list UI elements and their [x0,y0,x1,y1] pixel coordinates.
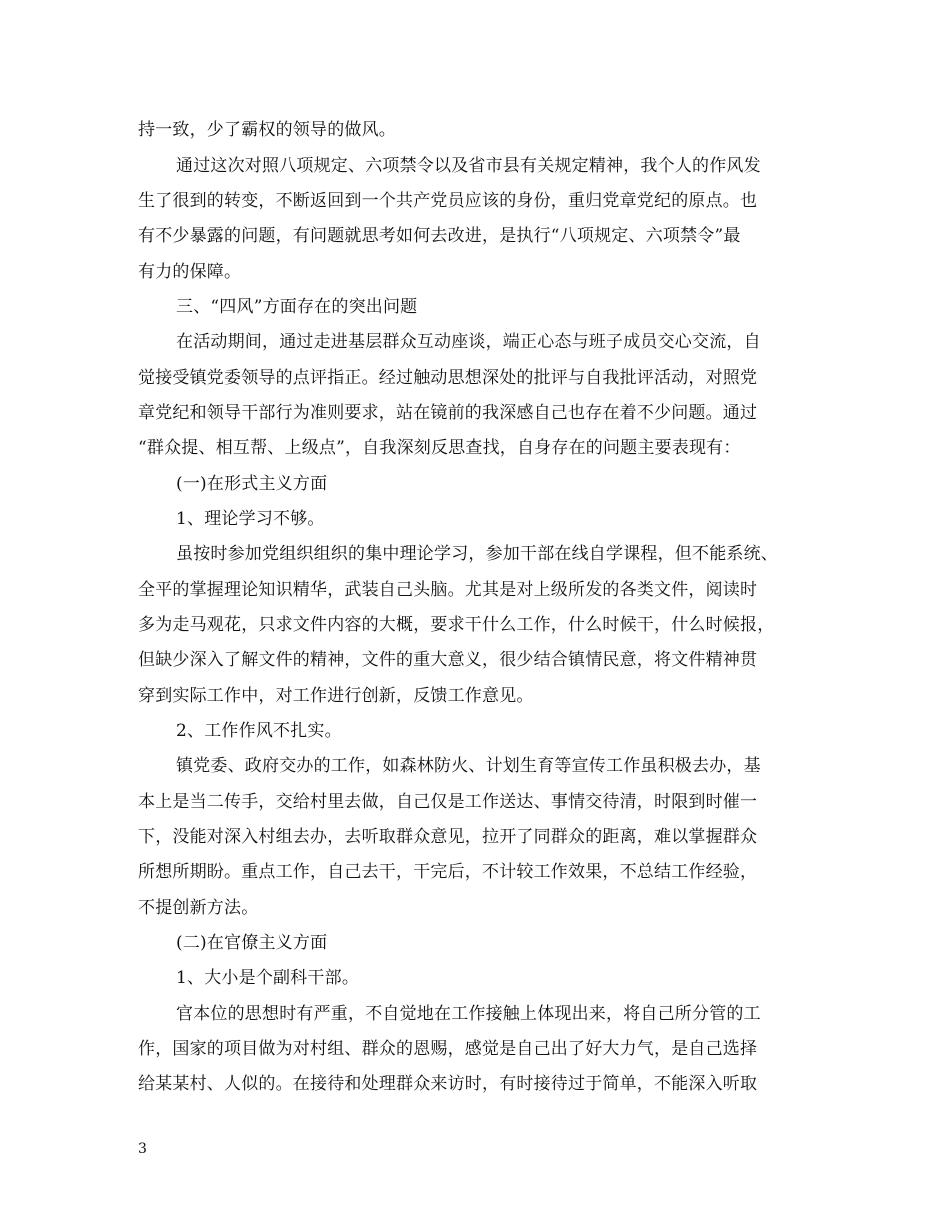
item-deputy-cadre: 1、大小是个副科干部。 [176,968,360,988]
text-line-13: 虽按时参加党组织组织的集中理论学习，参加干部在线自学课程，但不能系统、 [176,544,778,564]
text-line-16: 但缺少深入了解文件的精神，文件的重大意义，很少结合镇情民意，将文件精神贯 [138,650,758,670]
text-line-7: 在活动期间，通过走进基层群众互动座谈，端正心态与班子成员交心交流，自 [176,332,761,352]
subheading-formalism: (一)在形式主义方面 [176,474,328,494]
text-line-22: 所想所期盼。重点工作，自己去干，干完后，不计较工作效果，不总结工作经验， [138,862,758,882]
text-line-21: 下，没能对深入村组去办，去听取群众意见，拉开了同群众的距离，难以掌握群众 [138,827,758,847]
text-line-19: 镇党委、政府交办的工作，如森林防火、计划生育等宣传工作虽积极去办，基 [176,756,761,776]
text-line-5: 有力的保障。 [138,262,242,282]
text-line-9: 章党纪和领导干部行为准则要求，站在镜前的我深感自己也存在着不少问题。通过 [138,403,758,423]
subheading-bureaucratism: (二)在官僚主义方面 [176,933,328,953]
section-heading-three: 三、“四风”方面存在的突出问题 [176,297,418,317]
text-line-1: 持一致，少了霸权的领导的做风。 [138,120,396,140]
text-line-27: 作，国家的项目做为对村组、群众的恩赐，感觉是自己出了好大力气，是自己选择 [138,1039,758,1059]
text-line-23: 不提创新方法。 [138,898,259,918]
text-line-3: 生了很到的转变，不断返回到一个共产党员应该的身份，重归党章党纪的原点。也 [138,191,758,211]
text-line-2: 通过这次对照八项规定、六项禁令以及省市县有关规定精神，我个人的作风发 [176,156,761,176]
text-line-14: 全平的掌握理论知识精华，武装自己头脑。尤其是对上级所发的各类文件，阅读时 [138,580,758,600]
text-line-10: “群众提、相互帮、上级点”，自我深刻反思查找，自身存在的问题主要表现有： [138,438,741,458]
item-work-style: 2、工作作风不扎实。 [176,721,342,741]
text-line-15: 多为走马观花，只求文件内容的大概，要求干什么工作，什么时候干，什么时候报， [138,615,775,635]
text-line-17: 穿到实际工作中，对工作进行创新，反馈工作意见。 [138,686,534,706]
text-line-26: 官本位的思想时有严重，不自觉地在工作接触上体现出来，将自己所分管的工 [176,1004,761,1024]
text-line-28: 给某某村、人似的。在接待和处理群众来访时，有时接待过于简单，不能深入听取 [138,1074,758,1094]
text-line-8: 觉接受镇党委领导的点评指正。经过触动思想深处的批评与自我批评活动，对照党 [138,368,758,388]
text-line-20: 本上是当二传手，交给村里去做，自己仅是工作送达、事情交待清，时限到时催一 [138,792,758,812]
text-line-4: 有不少暴露的问题，有问题就思考如何去改进，是执行“八项规定、六项禁令”最 [138,226,741,246]
page-number: 3 [138,1141,147,1157]
item-theory-study: 1、理论学习不够。 [176,509,325,529]
